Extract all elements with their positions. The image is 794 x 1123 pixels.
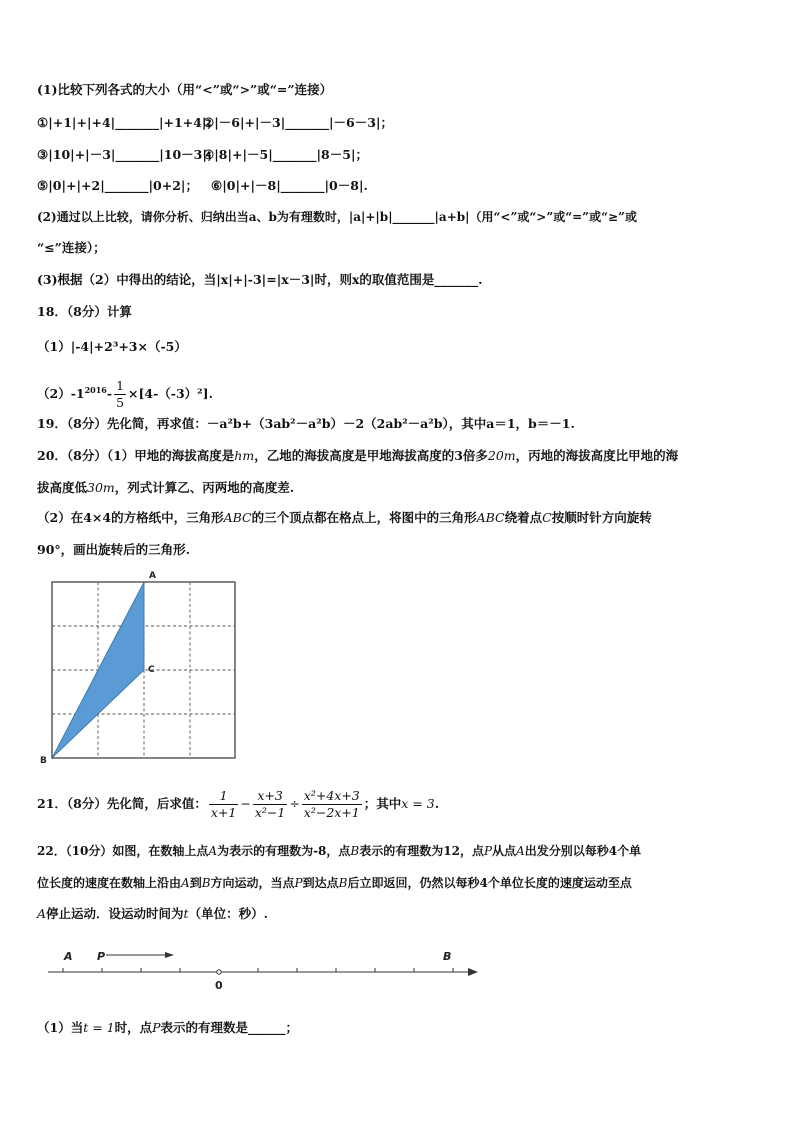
fraction-denominator: x²−1 [254, 805, 286, 820]
grid-figure [38, 568, 243, 768]
vertex-label-b: B [40, 756, 47, 766]
p22-text: 停止运动．设运动时间为 [46, 906, 184, 921]
p18-question1: （1）|-4|+2³+3×（-5） [37, 339, 187, 354]
p18-q2-suffix: ×[4-（-3）²]. [128, 386, 213, 402]
axis-label-a: A [64, 950, 73, 963]
fraction-numerator: 1 [209, 788, 238, 805]
variable-t: t [183, 906, 189, 921]
vertex-label-a: A [149, 571, 156, 581]
p21-prefix: 21．（8分）先化简，后求值： [37, 796, 207, 811]
fraction-2 [253, 788, 288, 821]
variable-h: hm [234, 448, 255, 463]
p22-text: 为表示的有理数为-8，点 [217, 844, 351, 858]
point-p: P [294, 876, 303, 890]
p17-item4: ④|8|+|－5|_______|8－5|； [203, 147, 369, 162]
fraction-numerator: x²+4x+3 [303, 788, 360, 803]
p22-text: 到达点 [302, 876, 339, 890]
p19-text: 19．（8分）先化简，再求值：－a²b+（3ab²－a²b）－2（2ab²－a²b），其中a＝1，b＝－1. [37, 416, 575, 431]
point-b: B [338, 876, 348, 890]
point-b: B [350, 844, 360, 858]
point-c: C [542, 510, 552, 525]
p17-part3: (3)根据（2）中得出的结论，当|x|+|-3|=|x－3|时，则x的取值范围是_______. [37, 272, 483, 287]
point-b: B [201, 876, 211, 890]
p20-line2-text-b: ，列式计算乙、丙两地的高度差. [114, 480, 295, 495]
triangle-name: ABC [223, 510, 252, 525]
fraction-denominator: x²−2x+1 [303, 805, 360, 820]
p22-q1-text: （1）当 [37, 1020, 84, 1035]
p21-line [37, 786, 439, 826]
p20-line3 [37, 510, 652, 526]
p18-q2-fraction [114, 378, 126, 411]
axis-ticks [63, 968, 453, 972]
p17-item5: ⑤|0|+|+2|_______|0+2|； [37, 178, 198, 193]
vertex-label-c: C [148, 665, 155, 675]
p17-item1: ①|+1|+|+4|_______|+1+4|； [37, 115, 219, 130]
p17-part1: (1)比较下列各式的大小（用“<”或“>”或“=”连接） [37, 82, 333, 97]
p22-text: 22．（10分）如图，在数轴上点 [37, 844, 209, 858]
variable-t-value: t = 1 [83, 1020, 115, 1035]
p18-question2 [37, 372, 213, 411]
point-a: A [516, 844, 525, 858]
fraction-denominator: x+1 [210, 805, 237, 820]
fraction-denominator: 5 [116, 395, 125, 411]
p20-line3-text-c: 绕着点 [504, 510, 543, 525]
fraction-numerator: 1 [116, 378, 125, 394]
p20-line1-text-c: ，丙地的海拔高度比甲地的海 [515, 448, 679, 463]
p20-line3-text-d: 按顺时针方向旋转 [551, 510, 652, 525]
p18-q2-exponent: 2016 [84, 385, 107, 395]
fraction-3 [302, 788, 362, 821]
p20-line1-text-b: ，乙地的海拔高度是甲地海拔高度的3倍多 [254, 448, 488, 463]
p17-part2-line1: (2)通过以上比较，请你分析、归纳出当a、b为有理数时，|a|+|b|_______|a+b|（用“<”或“>”或“=”或“≥”或 [37, 210, 637, 224]
p22-text: 位长度的速度在数轴上沿由 [37, 876, 182, 890]
p20-line4: 90°，画出旋转后的三角形. [37, 542, 190, 557]
p20-line1 [37, 448, 678, 464]
number-line-figure [40, 942, 485, 998]
point-p: P [152, 1020, 161, 1035]
p22-text: 表示的有理数为12，点 [359, 844, 484, 858]
p22-line1 [37, 843, 641, 859]
fraction-1 [209, 788, 238, 821]
axis-label-zero: 0 [215, 979, 223, 992]
p22-line2 [37, 875, 632, 891]
p21-end: . [434, 796, 440, 811]
origin-point [217, 970, 221, 974]
axis-label-p: P [97, 950, 106, 963]
point-a: A [181, 876, 190, 890]
divide-sign: ÷ [289, 796, 300, 811]
p18-q2-prefix: （2）-1 [37, 386, 85, 402]
p22-text: 从点 [492, 844, 517, 858]
motion-arrow-head-icon [165, 952, 174, 958]
p17-part2-line2: “≤”连接）； [37, 240, 106, 255]
fraction-numerator: x+3 [253, 788, 288, 805]
p17-item2: ②|－6|+|－3|_______|－6－3|； [203, 115, 394, 130]
p22-q1-text: 表示的有理数是______； [160, 1020, 299, 1035]
point-a: A [208, 844, 218, 858]
axis-arrow-icon [468, 968, 478, 976]
axis-label-b: B [443, 950, 452, 963]
p20-line2-text-a: 拔高度低 [37, 480, 88, 495]
p20-line1-text-a: 20．（8分）（1）甲地的海拔高度是 [37, 448, 235, 463]
p18-q2-dash: - [106, 386, 113, 402]
p22-q1-text: 时，点 [114, 1020, 153, 1035]
p22-text: 到 [189, 876, 202, 890]
value-20m: 20m [487, 448, 516, 463]
point-a: A [37, 906, 47, 921]
p17-item6: ⑥|0|+|－8|_______|0－8|. [211, 178, 368, 193]
p22-text: 方向运动，当点 [210, 876, 295, 890]
p22-text: （单位：秒）. [188, 906, 268, 921]
p20-line3-text-a: （2）在4×4的方格纸中，三角形 [37, 510, 224, 525]
p22-line3 [37, 906, 268, 922]
p22-question1 [37, 1020, 298, 1036]
p20-line2 [37, 480, 294, 496]
minus-sign: − [240, 796, 251, 811]
p21-suffix: ；其中 [363, 796, 402, 811]
p18-heading: 18．（8分）计算 [37, 304, 132, 319]
point-p: P [483, 844, 493, 858]
triangle-name: ABC [476, 510, 505, 525]
p21-condition: x = 3 [401, 796, 435, 811]
p22-text: 出发分别以每秒4个单 [524, 844, 642, 858]
p22-text: 后立即返回，仍然以每秒4个单位长度的速度运动至点 [347, 876, 632, 890]
p20-line3-text-b: 的三个顶点都在格点上，将图中的三角形 [251, 510, 477, 525]
p17-item3: ③|10|+|－3|_______|10－3|； [37, 147, 220, 162]
value-30m: 30m [87, 480, 115, 495]
